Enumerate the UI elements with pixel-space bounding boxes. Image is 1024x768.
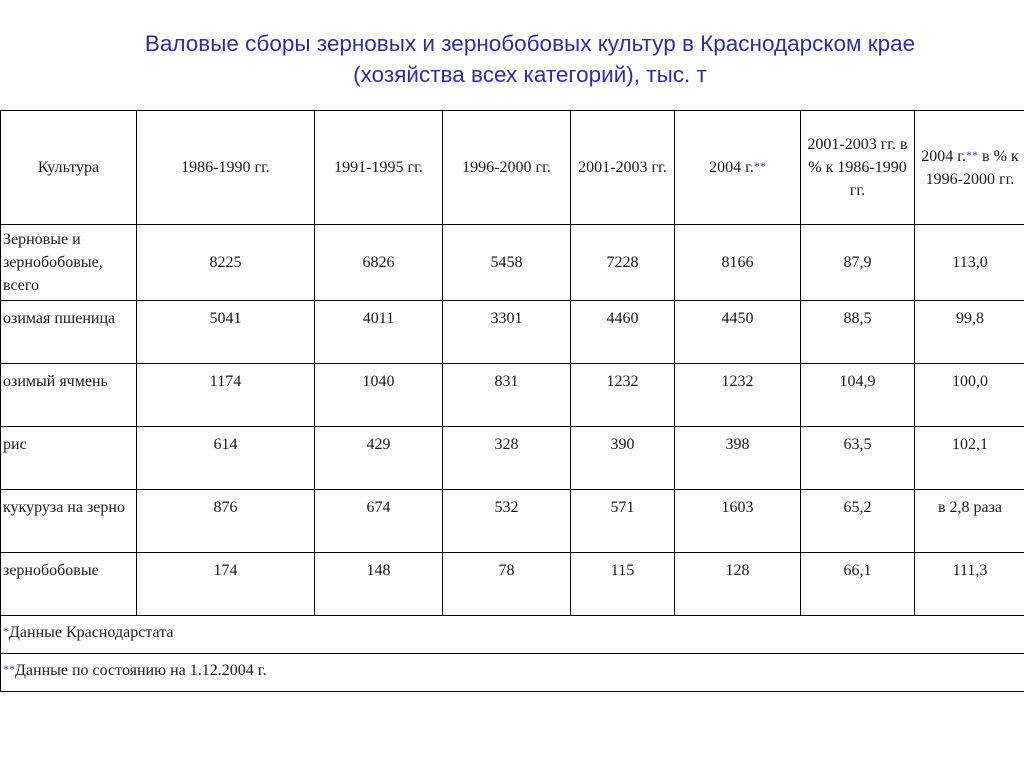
cell-1996-2000: 3301 <box>443 301 571 364</box>
title-line-1: Валовые сборы зерновых и зернобобовых культур в Краснодарском крае <box>144 31 916 56</box>
header-1986-1990: 1986-1990 гг. <box>137 111 315 225</box>
cell-1991-1995: 674 <box>315 490 443 553</box>
header-1991-1995: 1991-1995 гг. <box>315 111 443 225</box>
header-2001-2003: 2001-2003 гг. <box>571 111 675 225</box>
cell-1996-2000: 78 <box>443 553 571 616</box>
header-pct-2004-label: 2004 г. <box>921 147 967 165</box>
cell-pct-2001-vs-1986: 63,5 <box>801 427 915 490</box>
table-row <box>1 553 1024 616</box>
cell-1996-2000: 532 <box>443 490 571 553</box>
cell-pct-2004-vs-1996: 102,1 <box>915 427 1024 490</box>
footnote-1 <box>1 616 1024 654</box>
footnote-mark: ** <box>966 147 979 162</box>
cell-1986-1990: 876 <box>137 490 315 553</box>
harvest-table <box>0 110 1024 692</box>
cell-pct-2004-vs-1996: 100,0 <box>915 364 1024 427</box>
footnote-2 <box>1 654 1024 692</box>
cell-2001-2003: 7228 <box>571 225 675 301</box>
cell-2001-2003: 4460 <box>571 301 675 364</box>
header-2004 <box>675 111 801 225</box>
table-row <box>1 490 1024 553</box>
cell-1996-2000: 5458 <box>443 225 571 301</box>
cell-2001-2003: 390 <box>571 427 675 490</box>
header-1996-2000: 1996-2000 гг. <box>443 111 571 225</box>
cell-2004: 1603 <box>675 490 801 553</box>
cell-1986-1990: 5041 <box>137 301 315 364</box>
row-crop: рис <box>1 427 137 490</box>
footnote-row <box>1 654 1024 692</box>
row-crop: зернобобовые <box>1 553 137 616</box>
cell-2001-2003: 1232 <box>571 364 675 427</box>
header-2004-label: 2004 г. <box>709 159 754 176</box>
footnote-row <box>1 616 1024 654</box>
footnote-text: Данные Краснодарстата <box>9 624 174 641</box>
table-row <box>1 364 1024 427</box>
cell-1991-1995: 429 <box>315 427 443 490</box>
footnote-mark: * <box>3 624 9 638</box>
header-pct-2004-vs-1996 <box>915 111 1024 225</box>
footnote-mark: ** <box>3 662 15 676</box>
cell-2004: 398 <box>675 427 801 490</box>
cell-1986-1990: 614 <box>137 427 315 490</box>
header-crop: Культура <box>1 111 137 225</box>
header-pct-2001-vs-1986: 2001-2003 гг. в % к 1986-1990 гг. <box>801 111 915 225</box>
cell-1991-1995: 148 <box>315 553 443 616</box>
cell-2001-2003: 115 <box>571 553 675 616</box>
cell-pct-2004-vs-1996: 111,3 <box>915 553 1024 616</box>
title-line-2: (хозяйства всех категорий), тыс. т <box>353 62 707 87</box>
cell-1991-1995: 4011 <box>315 301 443 364</box>
cell-1986-1990: 1174 <box>137 364 315 427</box>
cell-1996-2000: 328 <box>443 427 571 490</box>
cell-pct-2004-vs-1996: в 2,8 раза <box>915 490 1024 553</box>
cell-2004: 8166 <box>675 225 801 301</box>
cell-2001-2003: 571 <box>571 490 675 553</box>
cell-2004: 1232 <box>675 364 801 427</box>
table-header-row <box>1 111 1024 225</box>
row-crop: Зерновые и зернобобовые, всего <box>1 225 137 301</box>
cell-pct-2001-vs-1986: 87,9 <box>801 225 915 301</box>
cell-pct-2004-vs-1996: 113,0 <box>915 225 1024 301</box>
footnote-mark: ** <box>753 159 766 173</box>
cell-2004: 128 <box>675 553 801 616</box>
table-row <box>1 301 1024 364</box>
row-crop: озимый ячмень <box>1 364 137 427</box>
cell-1996-2000: 831 <box>443 364 571 427</box>
cell-1986-1990: 8225 <box>137 225 315 301</box>
row-crop: кукуруза на зерно <box>1 490 137 553</box>
cell-pct-2001-vs-1986: 104,9 <box>801 364 915 427</box>
cell-pct-2001-vs-1986: 88,5 <box>801 301 915 364</box>
page-title <box>0 28 1024 90</box>
footnote-text: Данные по состоянию на 1.12.2004 г. <box>15 662 267 679</box>
cell-1991-1995: 6826 <box>315 225 443 301</box>
cell-pct-2004-vs-1996: 99,8 <box>915 301 1024 364</box>
cell-1986-1990: 174 <box>137 553 315 616</box>
header-pct-2004-label-rest: в % к 1996-2000 гг. <box>925 147 1019 188</box>
row-crop: озимая пшеница <box>1 301 137 364</box>
cell-pct-2001-vs-1986: 66,1 <box>801 553 915 616</box>
table-row <box>1 225 1024 301</box>
cell-1991-1995: 1040 <box>315 364 443 427</box>
table-row <box>1 427 1024 490</box>
cell-2004: 4450 <box>675 301 801 364</box>
cell-pct-2001-vs-1986: 65,2 <box>801 490 915 553</box>
